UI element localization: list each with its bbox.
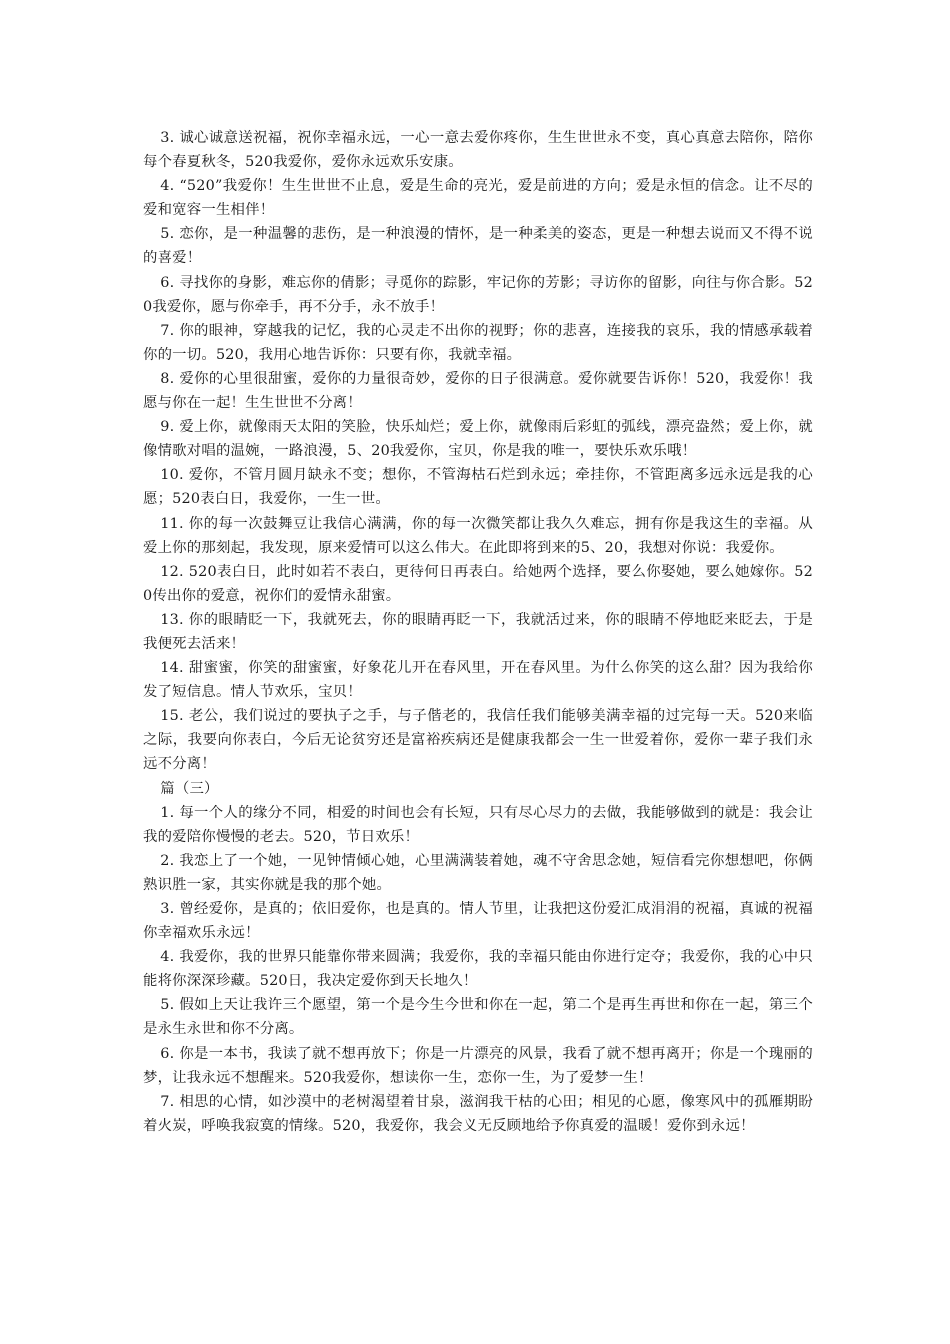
section3-paragraph-5: 5. 假如上天让我许三个愿望，第一个是今生今世和你在一起，第二个是再生再世和你在一起，第三个是永生永世和你不分离。 xyxy=(143,997,813,1038)
paragraph-13: 13. 你的眼睛眨一下，我就死去，你的眼睛再眨一下，我就活过来，你的眼睛不停地眨来眨去，于是我便死去活来！ xyxy=(143,611,813,652)
paragraph-8: 8. 爱你的心里很甜蜜，爱你的力量很奇妙，爱你的日子很满意。爱你就要告诉你！520，我爱你！我愿与你在一起！生生世世不分离！ xyxy=(143,370,813,412)
paragraph-11: 11. 你的每一次鼓舞豆让我信心满满，你的每一次微笑都让我久久难忘，拥有你是我这生的幸福。从爱上你的那刻起，我发现，原来爱情可以这么伟大。在此即将到来的5、20，我想对你说：我爱你。 xyxy=(143,515,813,556)
paragraph-5: 5. 恋你，是一种温馨的悲伤，是一种浪漫的情怀，是一种柔美的姿态，更是一种想去说而又不得不说的喜爱！ xyxy=(143,226,813,267)
section3-paragraph-4: 4. 我爱你，我的世界只能靠你带来圆满；我爱你，我的幸福只能由你进行定夺；我爱你，我的心中只能将你深深珍藏。520日，我决定爱你到天长地久！ xyxy=(143,949,813,990)
section3-paragraph-7: 7. 相思的心情，如沙漠中的老树渴望着甘泉，滋润我干枯的心田；相见的心愿，像寒风中的孤雁期盼着火炭，呼唤我寂寞的情缘。520，我爱你，我会义无反顾地给予你真爱的温暖！爱你到永远！ xyxy=(143,1093,813,1134)
paragraph-9: 9. 爱上你，就像雨天太阳的笑脸，快乐灿烂；爱上你，就像雨后彩虹的弧线，漂亮盎然；爱上你，就像情歌对唱的温婉，一路浪漫，5、20我爱你，宝贝，你是我的唯一，要快乐欢乐哦！ xyxy=(143,419,813,460)
paragraph-10: 10. 爱你，不管月圆月缺永不变；想你，不管海枯石烂到永远；牵挂你，不管距离多远永远是我的心愿；520表白日，我爱你，一生一世。 xyxy=(143,467,813,508)
paragraph-7: 7. 你的眼神，穿越我的记忆，我的心灵走不出你的视野；你的悲喜，连接我的哀乐，我的情感承载着你的一切。520，我用心地告诉你：只要有你，我就幸福。 xyxy=(143,322,813,363)
paragraph-3: 3. 诚心诚意送祝福，祝你幸福永远，一心一意去爱你疼你，生生世世永不变，真心真意去陪你，陪你每个春夏秋冬，520我爱你，爱你永远欢乐安康。 xyxy=(143,130,813,171)
document-body xyxy=(143,126,813,1138)
paragraph-14: 14. 甜蜜蜜，你笑的甜蜜蜜，好象花儿开在春风里，开在春风里。为什么你笑的这么甜？因为我给你发了短信息。情人节欢乐，宝贝！ xyxy=(143,660,813,701)
section3-paragraph-2: 2. 我恋上了一个她，一见钟情倾心她，心里满满装着她，魂不守舍思念她，短信看完你想想吧，你俩熟识胜一家，其实你就是我的那个她。 xyxy=(143,852,813,893)
section3-paragraph-6: 6. 你是一本书，我读了就不想再放下；你是一片漂亮的风景，我看了就不想再离开；你是一个瑰丽的梦，让我永远不想醒来。520我爱你，想读你一生，恋你一生，为了爱梦一生！ xyxy=(143,1045,813,1086)
paragraph-15: 15. 老公，我们说过的要执子之手，与子偕老的，我信任我们能够美满幸福的过完每一天。520来临之际，我要向你表白，今后无论贫穷还是富裕疾病还是健康我都会一生一世爱着你，爱你一辈子我们永远不分离！ xyxy=(143,708,813,773)
section3-paragraph-1: 1. 每一个人的缘分不同，相爱的时间也会有长短，只有尽心尽力的去做，我能够做到的就是：我会让我的爱陪你慢慢的老去。520，节日欢乐！ xyxy=(143,804,813,845)
paragraph-6: 6. 寻找你的身影，难忘你的倩影；寻觅你的踪影，牢记你的芳影；寻访你的留影，向往与你合影。520我爱你，愿与你牵手，再不分手，永不放手！ xyxy=(143,274,813,315)
paragraph-4: 4. “520”我爱你！生生世世不止息，爱是生命的亮光，爱是前进的方向；爱是永恒的信念。让不尽的爱和宽容一生相伴！ xyxy=(143,178,813,219)
section3-paragraph-3: 3. 曾经爱你，是真的；依旧爱你，也是真的。情人节里，让我把这份爱汇成涓涓的祝福，真诚的祝福你幸福欢乐永远！ xyxy=(143,901,813,942)
paragraph-12: 12. 520表白日，此时如若不表白，更待何日再表白。给她两个选择，要么你娶她，要么她嫁你。520传出你的爱意，祝你们的爱情永甜蜜。 xyxy=(143,563,813,604)
section-heading: 篇（三） xyxy=(160,780,219,797)
